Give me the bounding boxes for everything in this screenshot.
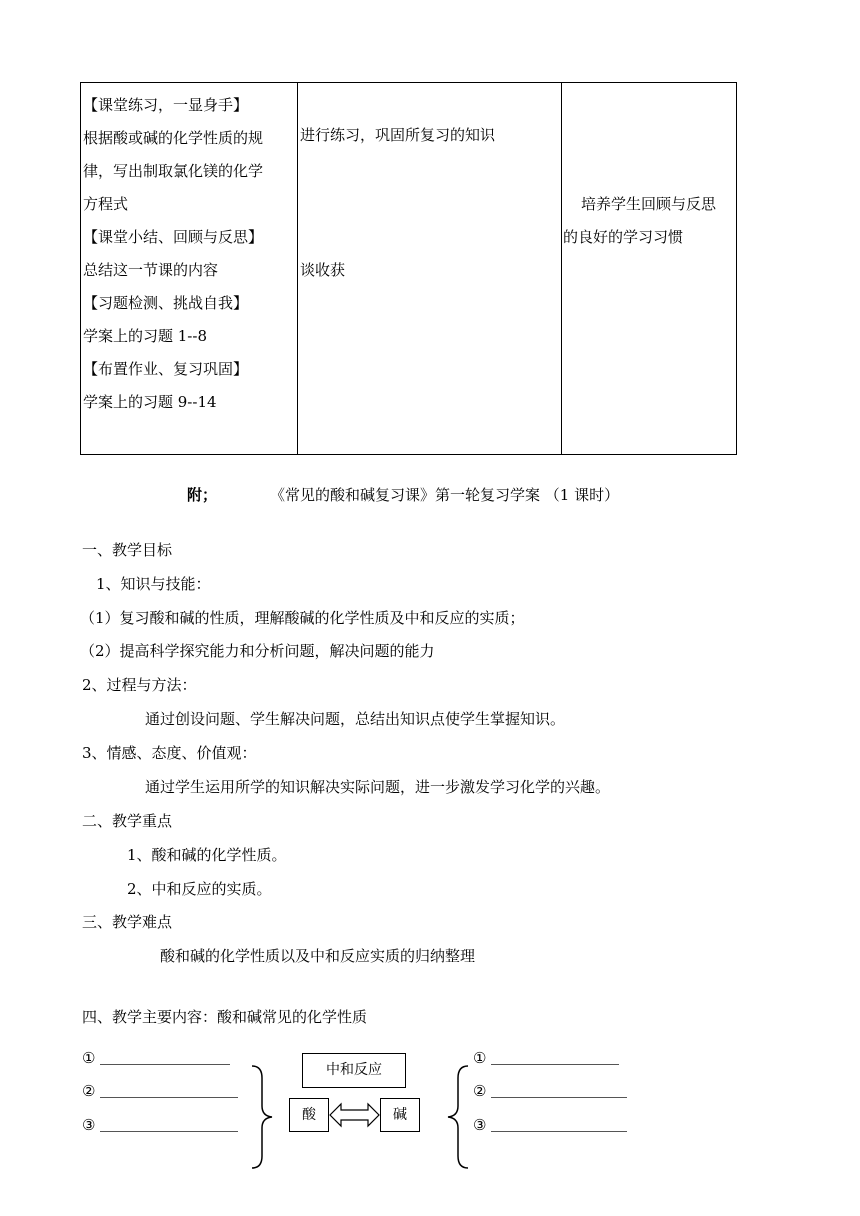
right-blank-2-line[interactable]: [491, 1097, 627, 1098]
lesson-table: [80, 82, 737, 455]
paragraph: 通过学生运用所学的知识解决实际问题，进一步激发学习化学的兴趣。: [145, 778, 611, 796]
left-blank-1-number: ①: [82, 1049, 96, 1067]
table-cell-line: 律，写出制取氯化镁的化学: [83, 162, 264, 180]
section-heading: 一、教学目标: [82, 541, 173, 559]
neutralization-box: 中和反应: [302, 1053, 406, 1088]
right-blank-2-number: ②: [473, 1082, 487, 1100]
left-brace-icon: [248, 1064, 274, 1170]
left-blank-2-line[interactable]: [100, 1097, 238, 1098]
paragraph: （2）提高科学探究能力和分析问题，解决问题的能力: [80, 642, 435, 660]
paragraph: （1）复习酸和碱的性质，理解酸碱的化学性质及中和反应的实质；: [80, 609, 525, 627]
right-blank-3-number: ③: [473, 1116, 487, 1134]
double-arrow-icon: [329, 1101, 380, 1129]
table-cell-line: 【课堂小结、回顾与反思】: [83, 228, 264, 246]
table-cell-line: 根据酸或碱的化学性质的规: [83, 129, 264, 147]
section-heading: 三、教学难点: [82, 913, 173, 931]
left-blank-1-line[interactable]: [100, 1064, 230, 1065]
table-cell-line: 的良好的学习习惯: [563, 228, 684, 246]
table-column-student: [298, 83, 562, 454]
list-item: 2、中和反应的实质。: [127, 880, 272, 898]
section-heading: 四、教学主要内容：酸和碱常见的化学性质: [82, 1008, 368, 1026]
table-cell-line: 方程式: [83, 195, 129, 213]
left-blank-3-number: ③: [82, 1116, 96, 1134]
right-blank-1-line[interactable]: [491, 1064, 619, 1065]
table-cell-line: 总结这一节课的内容: [83, 261, 219, 279]
table-cell-line: 谈收获: [300, 261, 346, 279]
table-cell-line: 学案上的习题 9--14: [83, 393, 217, 411]
list-item: 1、酸和碱的化学性质。: [127, 846, 287, 864]
table-column-activities: [81, 83, 298, 454]
table-cell-line: 进行练习，巩固所复习的知识: [300, 126, 496, 144]
left-blank-2-number: ②: [82, 1082, 96, 1100]
subsection-heading: 3、情感、态度、价值观：: [82, 744, 257, 762]
right-blank-1-number: ①: [473, 1049, 487, 1067]
right-brace-icon: [446, 1064, 472, 1170]
table-column-purpose: [563, 83, 736, 454]
left-blank-3-line[interactable]: [100, 1131, 238, 1132]
subsection-heading: 2、过程与方法：: [82, 676, 197, 694]
table-cell-line: 学案上的习题 1--8: [83, 327, 207, 345]
base-box: 碱: [380, 1098, 420, 1132]
table-cell-line: 【布置作业、复习巩固】: [83, 360, 249, 378]
table-cell-line: 【习题检测、挑战自我】: [83, 294, 249, 312]
paragraph: 通过创设问题、学生解决问题，总结出知识点使学生掌握知识。: [145, 710, 566, 728]
acid-box: 酸: [289, 1098, 329, 1132]
appendix-title: 《常见的酸和碱复习课》第一轮复习学案 （1 课时）: [270, 486, 620, 504]
paragraph: 酸和碱的化学性质以及中和反应实质的归纳整理: [160, 947, 476, 965]
appendix-label: 附；: [187, 486, 218, 504]
right-blank-3-line[interactable]: [491, 1131, 627, 1132]
table-cell-line: 培养学生回顾与反思: [581, 195, 717, 213]
table-cell-line: 【课堂练习，一显身手】: [83, 96, 249, 114]
section-heading: 二、教学重点: [82, 812, 173, 830]
subsection-heading: 1、知识与技能：: [96, 575, 211, 593]
